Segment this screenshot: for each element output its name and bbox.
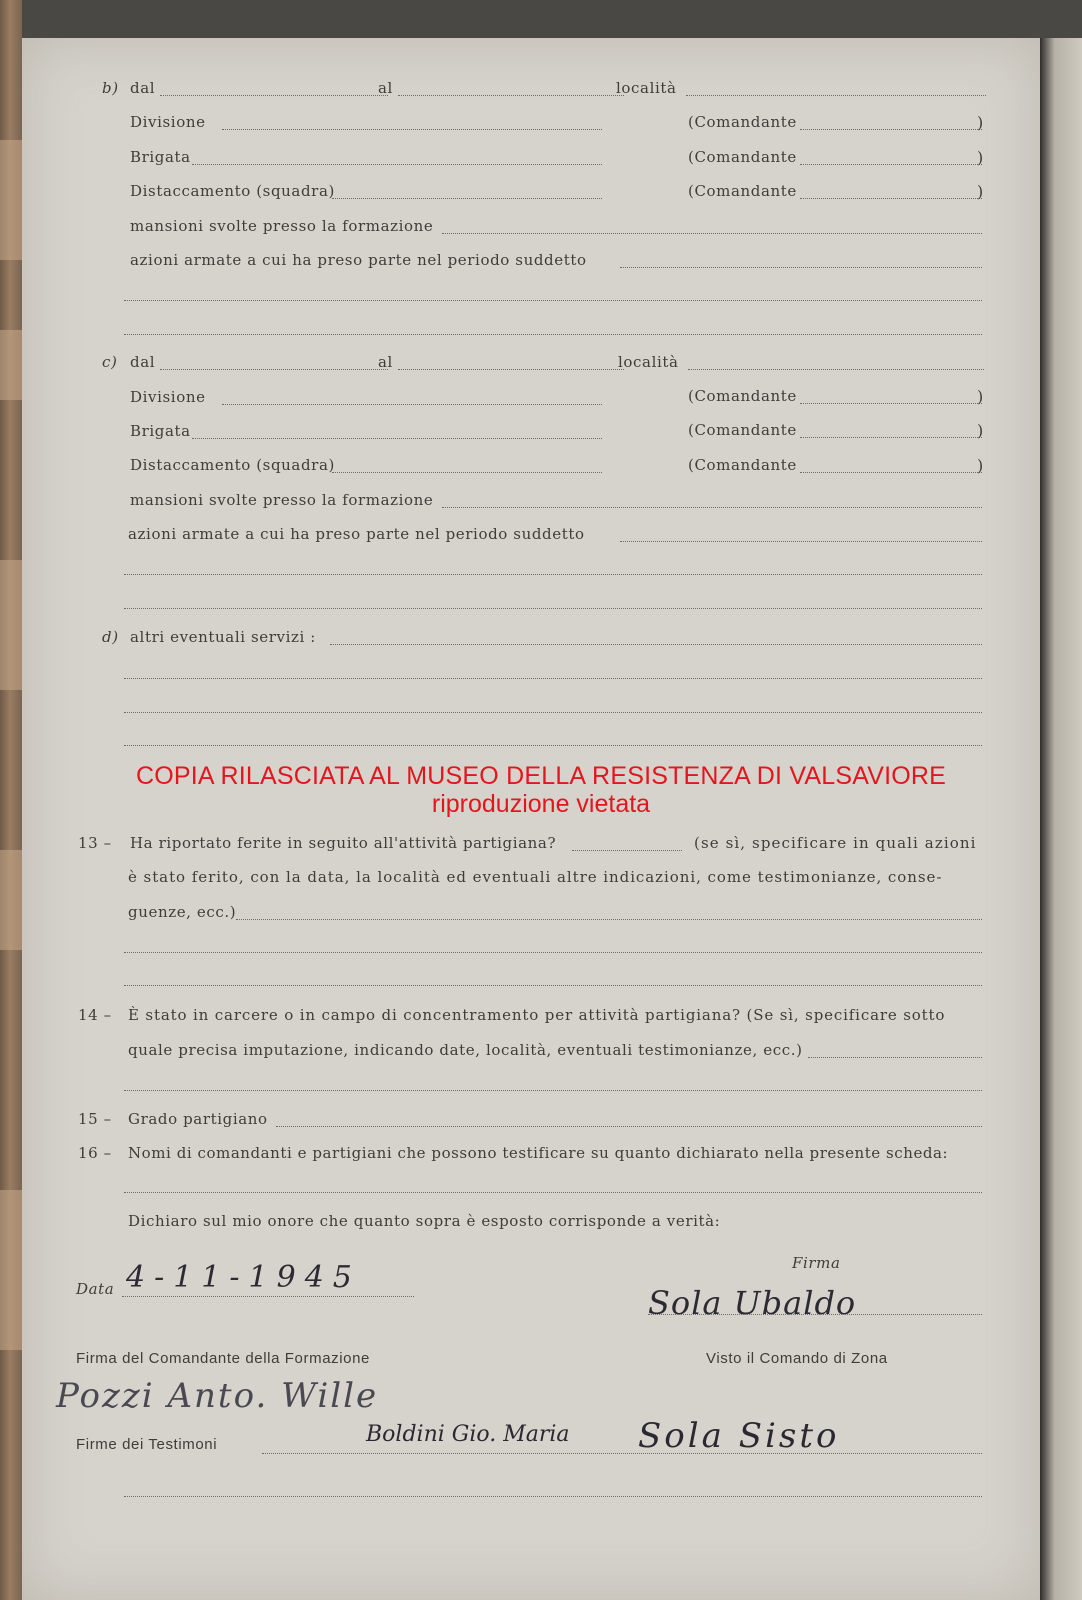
spine-band: [0, 560, 22, 690]
section-c-divisione-field[interactable]: [222, 404, 602, 405]
section-c-comandante-label: (Comandante: [688, 456, 797, 474]
section-b-azioni-line-2[interactable]: [124, 300, 982, 301]
section-c-al-label: al: [378, 353, 393, 371]
q14-line-1: È stato in carcere o in campo di concentramento per attività partigiana? (Se sì, specificare sotto: [128, 1006, 946, 1024]
section-b-al-field[interactable]: [398, 95, 624, 96]
section-b-divisione-field[interactable]: [222, 129, 602, 130]
section-c-distaccamento-field[interactable]: [332, 472, 602, 473]
section-c-distaccamento-label: Distaccamento (squadra): [130, 456, 335, 474]
closing-paren: ): [977, 148, 984, 167]
section-c-comandante-label: (Comandante: [688, 421, 797, 439]
closing-paren: ): [977, 182, 984, 201]
q15-field[interactable]: [276, 1126, 982, 1127]
closing-paren: ): [977, 387, 984, 406]
section-c-divisione-label: Divisione: [130, 388, 206, 406]
section-c-letter: c): [102, 353, 118, 371]
section-b-azioni-field[interactable]: [620, 267, 982, 268]
section-c-al-field[interactable]: [398, 369, 624, 370]
spine-band: [0, 330, 22, 400]
testimoni-field[interactable]: [262, 1453, 982, 1454]
section-b-divisione-comandante-field[interactable]: [800, 129, 982, 130]
section-b-mansioni-field[interactable]: [442, 233, 982, 234]
section-c-localita-label: località: [618, 353, 679, 371]
testimone-2-signature[interactable]: Sola Sisto: [638, 1416, 840, 1456]
section-d-line-3[interactable]: [124, 712, 982, 713]
section-c-azioni-line-2[interactable]: [124, 574, 982, 575]
q16-field[interactable]: [124, 1192, 982, 1193]
testimoni-label: Firme dei Testimoni: [76, 1436, 218, 1453]
testimoni-line-2[interactable]: [124, 1496, 982, 1497]
section-b-comandante-label: (Comandante: [688, 148, 797, 166]
section-b-divisione-label: Divisione: [130, 113, 206, 131]
q13-line-2: è stato ferito, con la data, la località ed eventuali altre indicazioni, come testimonianze, conse-: [128, 868, 943, 886]
section-c-azioni-label: azioni armate a cui ha preso parte nel periodo suddetto: [128, 525, 585, 543]
q13-details-line-3[interactable]: [124, 985, 982, 986]
closing-paren: ): [977, 456, 984, 475]
spine-band: [0, 1190, 22, 1350]
comando-zona-label: Visto il Comando di Zona: [706, 1350, 888, 1367]
section-d-line-2[interactable]: [124, 678, 982, 679]
q13-details-line-2[interactable]: [124, 952, 982, 953]
spine-band: [0, 140, 22, 260]
section-d-line-4[interactable]: [124, 745, 982, 746]
q13-answer-field[interactable]: [572, 850, 682, 851]
section-c-brigata-label: Brigata: [130, 422, 191, 440]
closing-paren: ): [977, 113, 984, 132]
watermark-copy-notice: COPIA RILASCIATA AL MUSEO DELLA RESISTENZA DI VALSAVIORE: [135, 762, 947, 790]
q13-number: 13 –: [78, 834, 112, 852]
q15-number: 15 –: [78, 1110, 112, 1128]
section-b-localita-field[interactable]: [686, 95, 986, 96]
section-c-distaccamento-comandante-field[interactable]: [800, 472, 982, 473]
section-b-comandante-label: (Comandante: [688, 182, 797, 200]
q14-line-2: quale precisa imputazione, indicando date, località, eventuali testimonianze, ecc.): [128, 1041, 803, 1059]
spine-band: [0, 850, 22, 950]
q13-line-3: guenze, ecc.): [128, 903, 237, 921]
section-b-dal-field[interactable]: [160, 95, 388, 96]
section-c-dal-field[interactable]: [160, 369, 388, 370]
closing-paren: ): [977, 421, 984, 440]
firma-signature[interactable]: Sola Ubaldo: [648, 1284, 857, 1322]
firma-label: Firma: [792, 1254, 841, 1272]
section-c-comandante-label: (Comandante: [688, 387, 797, 405]
section-c-divisione-comandante-field[interactable]: [800, 403, 982, 404]
q14-number: 14 –: [78, 1006, 112, 1024]
section-d-letter: d): [102, 628, 119, 646]
section-c-mansioni-field[interactable]: [442, 507, 982, 508]
section-d-field[interactable]: [330, 644, 982, 645]
q16-label: Nomi di comandanti e partigiani che possono testificare su quanto dichiarato nella presente scheda:: [128, 1144, 949, 1162]
section-c-azioni-line-3[interactable]: [124, 608, 982, 609]
q13-details-field[interactable]: [236, 919, 982, 920]
firma-field[interactable]: [648, 1314, 982, 1315]
section-b-al-label: al: [378, 79, 393, 97]
q14-details-field[interactable]: [808, 1057, 982, 1058]
section-b-azioni-label: azioni armate a cui ha preso parte nel periodo suddetto: [130, 251, 587, 269]
section-c-dal-label: dal: [130, 353, 156, 371]
section-c-localita-field[interactable]: [688, 369, 984, 370]
section-d-label: altri eventuali servizi :: [130, 628, 316, 646]
watermark-reproduction-notice: riproduzione vietata: [431, 790, 651, 818]
section-b-mansioni-label: mansioni svolte presso la formazione: [130, 217, 434, 235]
section-c-mansioni-label: mansioni svolte presso la formazione: [130, 491, 434, 509]
form-sheet: [22, 38, 1040, 1600]
testimone-1-signature[interactable]: Boldini Gio. Maria: [366, 1422, 570, 1447]
q15-label: Grado partigiano: [128, 1110, 268, 1128]
q13-line-1b: (se sì, specificare in quali azioni: [694, 834, 977, 852]
q13-line-1a: Ha riportato ferite in seguito all'attività partigiana?: [130, 834, 557, 852]
q14-details-line-2[interactable]: [124, 1090, 982, 1091]
section-b-distaccamento-label: Distaccamento (squadra): [130, 182, 335, 200]
section-c-brigata-comandante-field[interactable]: [800, 437, 982, 438]
section-b-brigata-label: Brigata: [130, 148, 191, 166]
section-b-letter: b): [102, 79, 119, 97]
facing-page-edge: [1040, 38, 1082, 1600]
section-b-distaccamento-comandante-field[interactable]: [800, 198, 982, 199]
section-c-brigata-field[interactable]: [192, 438, 602, 439]
data-value[interactable]: 4-11-1945: [126, 1260, 361, 1295]
section-b-azioni-line-3[interactable]: [124, 334, 982, 335]
section-b-distaccamento-field[interactable]: [332, 198, 602, 199]
section-b-localita-label: località: [616, 79, 677, 97]
data-field[interactable]: [122, 1296, 414, 1297]
section-b-brigata-comandante-field[interactable]: [800, 164, 982, 165]
declaration-text: Dichiaro sul mio onore che quanto sopra è esposto corrisponde a verità:: [128, 1212, 721, 1230]
section-b-brigata-field[interactable]: [192, 164, 602, 165]
section-b-comandante-label: (Comandante: [688, 113, 797, 131]
q16-number: 16 –: [78, 1144, 112, 1162]
comandante-formazione-label: Firma del Comandante della Formazione: [76, 1350, 370, 1367]
data-label: Data: [76, 1280, 115, 1298]
section-b-dal-label: dal: [130, 79, 156, 97]
comandante-formazione-signature[interactable]: Pozzi Anto. Wille: [56, 1376, 379, 1416]
section-c-azioni-field[interactable]: [620, 541, 982, 542]
